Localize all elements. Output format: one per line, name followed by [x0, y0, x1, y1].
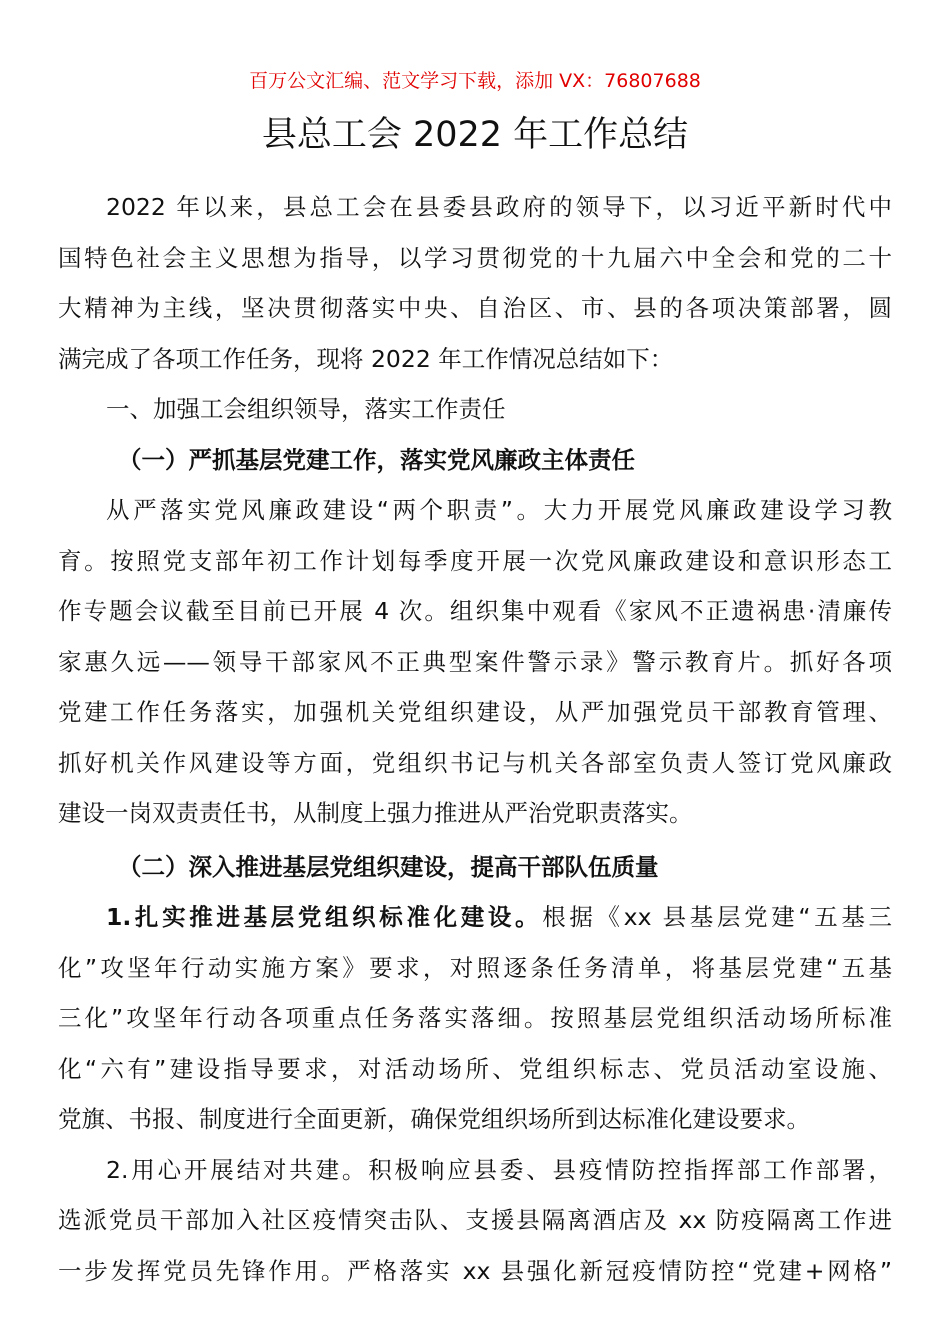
document-body [58, 182, 892, 1296]
item-lead: 1.扎实推进基层党组织标准化建设。 [106, 903, 543, 931]
body-line: 从严落实党风廉政建设“两个职责”。大力开展党风廉政建设学习教 [106, 496, 892, 524]
body-line: 三化”攻坚年行动各项重点任务落实落细。按照基层党组织活动场所标准 [58, 1004, 892, 1032]
body-line: 抓好机关作风建设等方面，党组织书记与机关各部室负责人签订党风廉政 [58, 748, 892, 777]
body-line: 家惠久远——领导干部家风不正典型案件警示录》警示教育片。抓好各项 [58, 647, 892, 676]
body-line: 育。按照党支部年初工作计划每季度开展一次党风廉政建设和意识形态工 [58, 546, 892, 575]
intro-line: 2022 年以来，县总工会在县委县政府的领导下，以习近平新时代中 [106, 193, 892, 221]
intro-line: 大精神为主线，坚决贯彻落实中央、自治区、市、县的各项决策部署，圆 [58, 294, 892, 322]
subsection-heading: （一）严抓基层党建工作，落实党风廉政主体责任 [118, 445, 635, 474]
header-note: 百万公文汇编、范文学习下载，添加 VX：76807688 [249, 70, 701, 92]
intro-line: 满完成了各项工作任务，现将 2022 年工作情况总结如下： [58, 344, 674, 373]
subsection-heading: （二）深入推进基层党组织建设，提高干部队伍质量 [118, 852, 659, 881]
intro-line: 国特色社会主义思想为指导，以学习贯彻党的十九届六中全会和党的二十 [58, 243, 892, 272]
body-line: 一步发挥党员先锋作用。严格落实 xx 县强化新冠疫情防控“党建+网格” [58, 1256, 892, 1285]
section-heading: 一、加强工会组织领导，落实工作责任 [106, 395, 506, 423]
body-line: 作专题会议截至目前已开展 4 次。组织集中观看《家风不正遗祸患·清廉传 [58, 597, 892, 625]
item-lead-rest: 根据《xx 县基层党建“五基三 [542, 903, 892, 931]
body-line: 2.用心开展结对共建。积极响应县委、县疫情防控指挥部工作部署， [106, 1155, 892, 1184]
body-line: 党建工作任务落实，加强机关党组织建设，从严加强党员干部教育管理、 [58, 698, 892, 726]
document-title: 县总工会 2022 年工作总结 [261, 115, 689, 155]
body-line: 化”攻坚年行动实施方案》要求，对照逐条任务清单，将基层党建“五基 [58, 953, 892, 982]
body-line: 化“六有”建设指导要求，对活动场所、党组织标志、党员活动室设施、 [58, 1054, 892, 1083]
item-first-line [58, 892, 892, 943]
body-line: 选派党员干部加入社区疫情突击队、支援县隔离酒店及 xx 防疫隔离工作进 [58, 1206, 892, 1234]
body-line: 建设一岗双责责任书，从制度上强力推进从严治党职责落实。 [58, 799, 693, 827]
body-line: 党旗、书报、制度进行全面更新，确保党组织场所到达标准化建设要求。 [58, 1105, 810, 1133]
